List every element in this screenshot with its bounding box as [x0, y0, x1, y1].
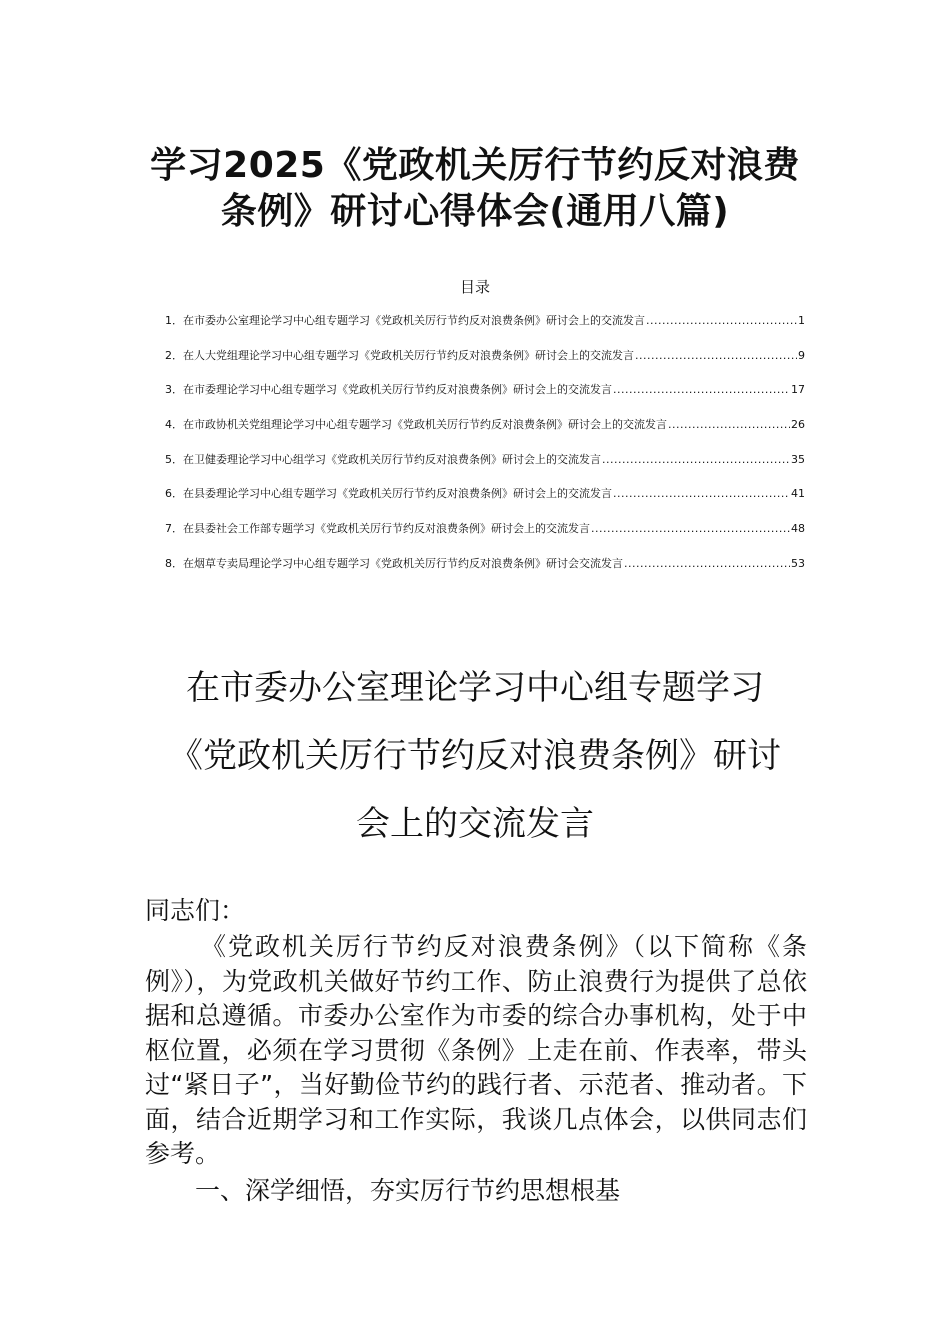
toc-dot-leader — [613, 483, 790, 505]
toc-entry-page: 9 — [798, 348, 805, 362]
toc-entry-number: 3． — [165, 383, 183, 397]
toc-entry-text: 在县委理论学习中心组专题学习《党政机关厉行节约反对浪费条例》研讨会上的交流发言 — [183, 487, 612, 501]
toc-entry-text: 在市政协机关党组理论学习中心组专题学习《党政机关厉行节约反对浪费条例》研讨会上的交流发言 — [183, 418, 667, 432]
toc-dot-leader — [624, 553, 790, 575]
toc-entry-number: 2． — [165, 348, 183, 362]
toc-entry-4[interactable] — [165, 414, 805, 449]
toc-entry-text: 在卫健委理论学习中心组学习《党政机关厉行节约反对浪费条例》研讨会上的交流发言 — [183, 452, 601, 466]
toc-entry-3[interactable] — [165, 379, 805, 414]
toc-entry-text: 在市委办公室理论学习中心组专题学习《党政机关厉行节约反对浪费条例》研讨会上的交流发言 — [183, 314, 645, 327]
document-title-line-1: 学习2025《党政机关厉行节约反对浪费 — [150, 145, 800, 186]
toc-dot-leader — [668, 414, 790, 436]
toc-entry-page: 53 — [791, 556, 805, 570]
document-title-line-2: 条例》研讨心得体会(通用八篇) — [220, 191, 730, 232]
toc-heading: 目录 — [459, 278, 490, 296]
toc-entry-1[interactable] — [165, 310, 805, 345]
section-title-line-2: 《党政机关厉行节约反对浪费条例》研讨 — [169, 736, 781, 776]
toc-entry-page: 1 — [798, 314, 805, 327]
subsection-heading: 一、深学细悟，夯实厉行节约思想根基 — [195, 1176, 621, 1205]
toc-entry-page: 35 — [791, 452, 805, 466]
toc-entry-number: 8． — [165, 556, 183, 570]
toc-entry-8[interactable] — [165, 553, 805, 588]
toc-entry-5[interactable] — [165, 449, 805, 484]
body-paragraph: 《党政机关厉行节约反对浪费条例》（以下简称《条例》），为党政机关做好节约工作、防止浪费行为提供了总依据和总遵循。市委办公室作为市委的综合办事机构，处于中枢位置，必须在学习贯彻《条例》上走在前、作表率，带头过“紧日子”，当好勤俭节约的践行者、示范者、推动者。下面，结合近期学习和工作实际，我谈几点体会，以供同志们参考。 — [145, 932, 807, 1168]
toc-entry-text: 在县委社会工作部专题学习《党政机关厉行节约反对浪费条例》研讨会上的交流发言 — [183, 522, 590, 536]
section-title-line-1: 在市委办公室理论学习中心组专题学习 — [186, 668, 764, 708]
toc-entry-page: 48 — [791, 522, 805, 536]
toc-entry-6[interactable] — [165, 483, 805, 518]
toc-entry-number: 7． — [165, 522, 183, 536]
toc-entry-page: 26 — [791, 418, 805, 432]
toc-dot-leader — [591, 518, 790, 540]
toc-entry-page: 41 — [791, 487, 805, 501]
toc-entry-text: 在市委理论学习中心组专题学习《党政机关厉行节约反对浪费条例》研讨会上的交流发言 — [183, 383, 612, 397]
toc-dot-leader — [646, 310, 797, 332]
toc-dot-leader — [613, 379, 790, 401]
toc-entry-number: 6． — [165, 487, 183, 501]
section-title-line-3: 会上的交流发言 — [356, 804, 594, 844]
salutation: 同志们： — [145, 896, 246, 925]
toc-entry-2[interactable] — [165, 345, 805, 380]
toc-entry-page: 17 — [791, 383, 805, 397]
toc-entry-number: 1． — [165, 314, 183, 327]
toc-entry-7[interactable] — [165, 518, 805, 553]
toc-entry-number: 5． — [165, 452, 183, 466]
toc-dot-leader — [635, 345, 797, 367]
toc-entry-number: 4． — [165, 418, 183, 432]
toc-dot-leader — [602, 449, 790, 471]
toc-entry-text: 在烟草专卖局理论学习中心组专题学习《党政机关厉行节约反对浪费条例》研讨会交流发言 — [183, 556, 623, 570]
toc-entry-text: 在人大党组理论学习中心组专题学习《党政机关厉行节约反对浪费条例》研讨会上的交流发言 — [183, 348, 634, 362]
table-of-contents — [165, 310, 805, 588]
